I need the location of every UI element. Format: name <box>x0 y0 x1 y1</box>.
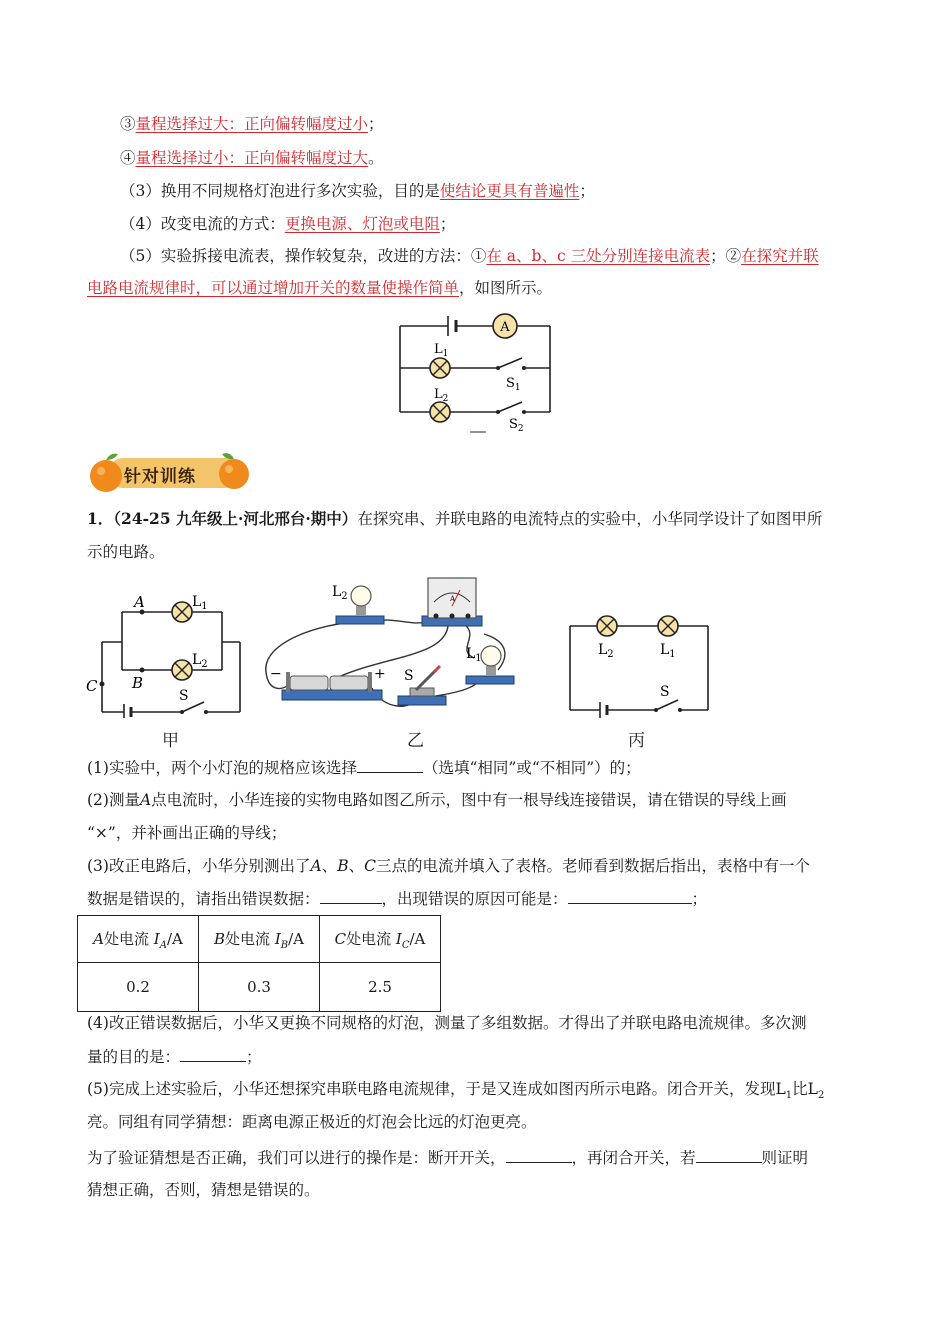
sub-question-5-cont: 亮。同组有同学猜想：距离电源正极近的灯泡会比远的灯泡更亮。 <box>87 1113 537 1131</box>
svg-text:L2: $L_2$ <box>192 652 208 670</box>
answer-blank[interactable] <box>357 756 423 773</box>
svg-text:L1: $L_1$ <box>192 594 208 612</box>
label-s1: $S_1$ <box>506 376 521 393</box>
line-q5: （5）实验拆接电流表，操作较复杂，改进的方法：①在 a、b、c 三处分别连接电流表；②在探究并联 <box>120 247 819 265</box>
line-q5-cont: 电路电流规律时，可以通过增加开关的数量使操作简单，如图所示。 <box>87 279 553 297</box>
item-3: ③量程选择过大：正向偏转幅度过小； <box>120 115 384 133</box>
bulb-l1-icon <box>430 358 450 378</box>
sub-question-4-cont: 量的目的是： ； <box>87 1045 262 1068</box>
svg-text:L1: $L_1$ <box>466 646 482 664</box>
bulb-l2-icon <box>597 616 617 636</box>
current-data-table <box>77 915 441 1012</box>
table-header-cell: C处电流 $I_C/A$ <box>320 916 441 963</box>
svg-text:S: S <box>660 684 670 700</box>
table-header-row <box>78 916 441 963</box>
line-q3: （3）换用不同规格灯泡进行多次实验，目的是使结论更具有普遍性； <box>120 182 595 200</box>
table-header-cell: B处电流 $I_B/A$ <box>199 916 320 963</box>
sub-question-6-cont: 猜想正确，否则，猜想是错误的。 <box>87 1181 320 1199</box>
svg-text:B: B <box>132 674 144 692</box>
sub-question-3-cont: 数据是错误的，请指出错误数据： ，出现错误的原因可能是： ； <box>87 887 707 910</box>
svg-text:C: C <box>86 677 98 695</box>
item-4: ④量程选择过小：正向偏转幅度过大。 <box>120 149 384 167</box>
figure-jia <box>84 588 249 718</box>
answer-blank[interactable] <box>180 1045 246 1062</box>
question-source: （24-25 九年级上·河北邢台·期中） <box>113 509 358 528</box>
label-s2: $S_2$ <box>509 417 524 434</box>
bulb-l2-icon <box>172 660 192 680</box>
sub-question-2: (2)测量A点电流时，小华连接的实物电路如图乙所示，图中有一根导线连接错误，请在错误的导线上画 <box>87 791 787 809</box>
sub-question-5: (5)完成上述实验后，小华还想探究串联电路电流规律，于是又连成如图丙所示电路。闭合开关，发现$L_1$比$L_2$ <box>87 1080 825 1102</box>
section-banner <box>88 446 253 496</box>
sub-question-1: (1)实验中，两个小灯泡的规格应该选择 （选填“相同”或“不相同”）的； <box>87 756 641 779</box>
question-number: 1． <box>87 509 114 528</box>
answer-blank[interactable] <box>696 1146 762 1163</box>
top-circuit-diagram <box>390 310 560 440</box>
table-header-cell: A处电流 $I_A/A$ <box>78 916 199 963</box>
bulb-l1-icon <box>658 616 678 636</box>
figure-bing <box>562 606 717 718</box>
svg-text:S: S <box>179 688 189 704</box>
battery-icon <box>282 672 382 700</box>
svg-text:L2: $L_2$ <box>598 642 614 660</box>
sub-question-3: (3)改正电路后，小华分别测出了A、B、C三点的电流并填入了表格。老师看到数据后指出，表格中有一个 <box>87 857 810 875</box>
svg-text:A: A <box>450 595 456 603</box>
table-cell: 0.3 <box>199 963 320 1012</box>
bulb-l1-icon <box>172 602 192 622</box>
svg-text:A: A <box>134 593 145 611</box>
svg-text:L1: $L_1$ <box>660 642 676 660</box>
bulb-l2-icon <box>430 402 450 422</box>
label-l1: $L_1$ <box>434 342 449 359</box>
item-4-answer: 量程选择过小：正向偏转幅度过大 <box>135 149 369 167</box>
table-cell: 0.2 <box>78 963 199 1012</box>
svg-text:L2: $L_2$ <box>332 584 348 602</box>
table-row <box>78 963 441 1012</box>
label-l2: $L_2$ <box>434 387 449 404</box>
svg-text:S: S <box>404 668 414 684</box>
item-3-answer: 量程选择过大：正向偏转幅度过小 <box>135 115 369 133</box>
caption-bing: 丙 <box>628 731 645 751</box>
answer-blank[interactable] <box>568 887 692 904</box>
svg-text:+: + <box>374 666 386 682</box>
line-q4: （4）改变电流的方式：更换电源、灯泡或电阻； <box>120 215 456 233</box>
caption-jia: 甲 <box>162 731 179 751</box>
answer-blank[interactable] <box>320 887 382 904</box>
question-stem-cont: 示的电路。 <box>87 543 165 561</box>
answer-blank[interactable] <box>506 1146 572 1163</box>
sub-question-6: 为了验证猜想是否正确，我们可以进行的操作是：断开开关， ，再闭合开关，若 则证明 <box>87 1146 808 1169</box>
sub-question-4: (4)改正错误数据后，小华又更换不同规格的灯泡，测量了多组数据。才得出了并联电路电流规律。多次测 <box>87 1014 807 1032</box>
svg-text:A: A <box>500 320 510 335</box>
sub-question-2-cont: “×”，并补画出正确的导线； <box>87 824 287 842</box>
section-title: 针对训练 <box>124 467 196 487</box>
caption-yi: 乙 <box>407 731 424 751</box>
figure-yi <box>260 572 540 720</box>
table-cell: 2.5 <box>320 963 441 1012</box>
question-stem: 1．（24-25 九年级上·河北邢台·期中）在探究串、并联电路的电流特点的实验中，小华同学设计了如图甲所 <box>87 509 823 528</box>
svg-text:−: − <box>270 666 282 682</box>
